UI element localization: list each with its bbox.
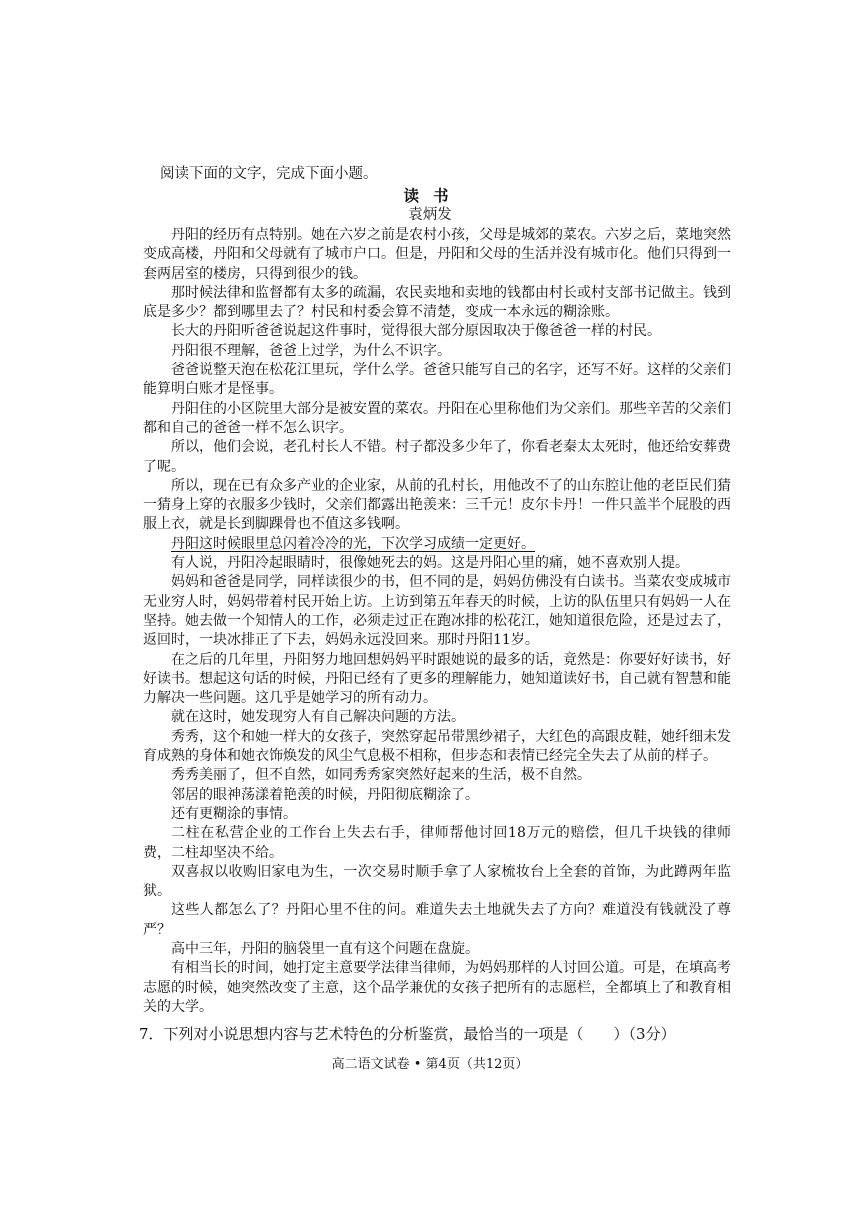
article-paragraph: 这些人都怎么了？丹阳心里不住的问。难道失去土地就失去了方向？难道没有钱就没了尊严？: [143, 902, 731, 938]
article-paragraph: 丹阳的经历有点特别。她在六岁之前是农村小孩，父母是城郊的菜农。六岁之后，菜地突然变成高楼，丹阳和父母就有了城市户口。但是，丹阳和父母的生活并没有城市化。他们只得到一套两居室的楼房，只得到很少的钱。: [143, 227, 731, 282]
page-footer: 高二语文试卷 • 第4页（共12页）: [331, 1057, 529, 1072]
underlined-sentence: [143, 535, 731, 554]
article-body: [143, 226, 731, 1017]
article-paragraph: 高中三年，丹阳的脑袋里一直有这个问题在盘旋。: [171, 940, 479, 957]
article-paragraph: 就在这时，她发现穷人有自己解决问题的方法。: [171, 709, 465, 726]
article-paragraph: 爸爸说整天泡在松花江里玩，学什么学。爸爸只能写自己的名字，还写不好。这样的父亲们能算明白账才是怪事。: [143, 362, 731, 398]
article-title: 读书: [403, 186, 463, 205]
article-paragraph: 邻居的眼神荡漾着艳羡的时候，丹阳彻底糊涂了。: [171, 786, 479, 803]
article-paragraph: 双喜叔以收购旧家电为生，一次交易时顺手拿了人家梳妆台上全套的首饰，为此蹲两年监狱。: [143, 863, 731, 900]
article-paragraph: 有相当长的时间，她打定主意要学法律当律师，为妈妈那样的人讨回公道。可是，在填高考志愿的时候，她突然改变了主意，这个品学兼优的女孩子把所有的志愿栏，全都填上了和教育相关的大学。: [143, 960, 731, 1015]
article-paragraph: 所以，现在已有众多产业的企业家，从前的孔村长，用他改不了的山东腔让他的老臣民们猜一猜身上穿的衣服多少钱时，父亲们都露出艳羡来：三千元！皮尔卡丹！一件只盖半个屁股的西服上衣，就是长到脚踝骨也不值这多钱啊。: [143, 477, 731, 533]
article-paragraph: 秀秀美丽了，但不自然，如同秀秀家突然好起来的生活，极不自然。: [171, 767, 591, 784]
article-paragraph: 丹阳很不理解，爸爸上过学，为什么不识字。: [171, 342, 451, 359]
reading-instruction: 阅读下面的文字，完成下面小题。: [160, 166, 378, 182]
article-paragraph: 丹阳住的小区院里大部分是被安置的菜农。丹阳在心里称他们为父亲们。那些辛苦的父亲们都和自己的爸爸一样不怎么识字。: [143, 400, 731, 436]
article-paragraph: 长大的丹阳听爸爸说起这件事时，觉得很大部分原因取决于像爸爸一样的村民。: [171, 323, 661, 340]
article-paragraph: 有人说，丹阳冷起眼睛时，很像她死去的妈。这是丹阳心里的痛，她不喜欢别人提。: [171, 555, 689, 572]
article-author: 袁炳发: [408, 207, 452, 223]
article-paragraph: 秀秀，这个和她一样大的女孩子，突然穿起吊带黑纱裙子，大红色的高跟皮鞋，她纤细未发育成熟的身体和她衣饰焕发的风尘气息极不相称，但步态和表情已经完全失去了从前的样子。: [143, 728, 731, 765]
article-paragraph: 那时候法律和监督都有太多的疏漏，农民卖地和卖地的钱都由村长或村支部书记做主。钱到底是多少？都到哪里去了？村民和村委会算不清楚，变成一本永远的糊涂账。: [143, 284, 731, 321]
article-paragraph: 所以，他们会说，老孔村长人不错。村子都没多少年了，你看老秦太太死时，他还给安葬费了呢。: [143, 439, 731, 475]
article-paragraph: 在之后的几年里，丹阳努力地回想妈妈平时跟她说的最多的话，竟然是：你要好好读书，好好读书。想起这句话的时候，丹阳已经有了更多的理解能力，她知道读好书，自己就有智慧和能力解决一些问题。这几乎是她学习的所有动力。: [143, 651, 731, 707]
article-paragraph: 还有更糊涂的事情。: [171, 805, 297, 822]
article-paragraph: 妈妈和爸爸是同学，同样读很少的书，但不同的是，妈妈仿佛没有白读书。当菜农变成城市无业穷人时，妈妈带着村民开始上访。上访到第五年春天的时候，上访的队伍里只有妈妈一人在坚持。她去做一个知情人的工作，必须走过正在跑冰排的松花江，她知道很危险，还是过去了，返回时，一块冰排正了下去，妈妈永远没回来。那时丹阳11岁。: [143, 574, 731, 649]
question-7: 7．下列对小说思想内容与艺术特色的分析鉴赏，最恰当的一项是（ ）（3分）: [139, 1025, 676, 1043]
underlined-sentence-text: 丹阳这时候眼里总闪着冷冷的光，下次学习成绩一定更好。: [171, 535, 535, 552]
article-paragraph: 二柱在私营企业的工作台上失去右手，律师帮他讨回18万元的赔偿，但几千块钱的律师费，二柱却坚决不给。: [143, 825, 731, 861]
